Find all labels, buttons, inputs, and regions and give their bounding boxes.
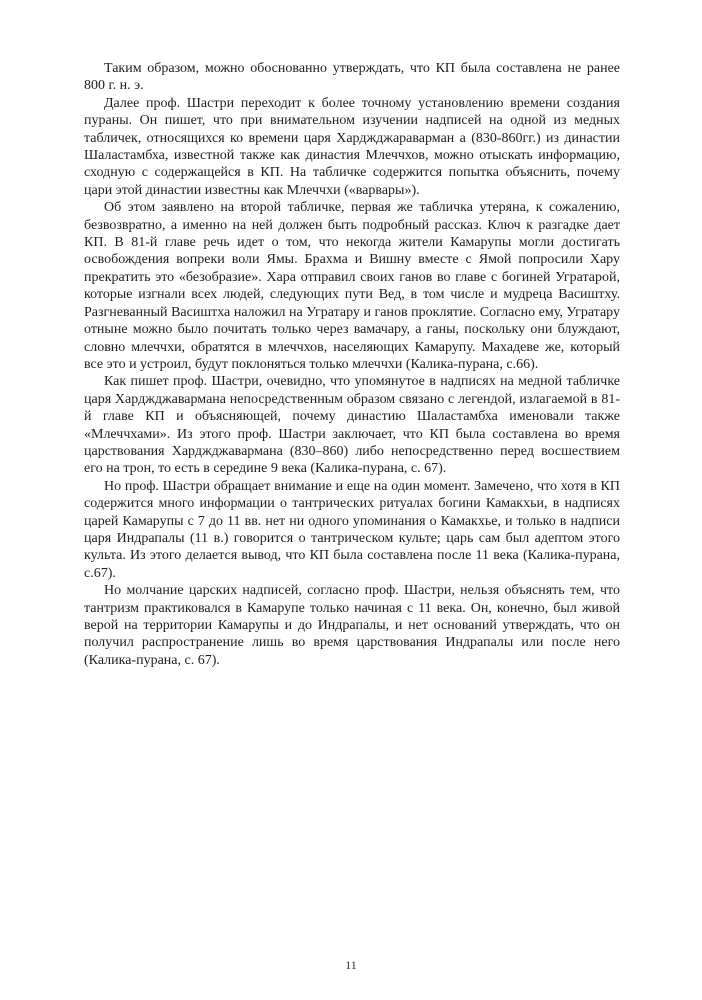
paragraph-5: Но проф. Шастри обращает внимание и еще на один момент. Замечено, что хотя в КП содержится много информации о тантрических ритуалах богини Камакхьи, в надписях царей Камарупы с 7 до 11 вв. нет ни одного упоминания о Камакхье, и только в надписи царя Индрапалы (11 в.) говорится о тантрическом культе; царь сам был адептом этого культа. Из этого делается вывод, что КП была составлена после 11 века (Калика-пурана, с.67).	[84, 478, 620, 581]
paragraph-3: Об этом заявлено на второй табличке, первая же табличка утеряна, к сожалению, безвозвратно, а именно на ней должен быть подробный рассказ. Ключ к разгадке дает КП. В 81-й главе речь идет о том, что некогда жители Камарупы могли достигать освобождения вопреки воли Ямы. Брахма и Вишну вместе с Ямой попросили Хару прекратить это «безобразие». Хара отправил своих ганов во главе с богиней Угратарой, которые изгнали всех людей, следующих пути Вед, в том числе и мудреца Васиштху. Разгневанный Васиштха наложил на Угратару и ганов проклятие. Согласно ему, Угратару отныне можно было почитать только через вамачару, а ганы, поскольку они блуждают, словно млеччхи, обратятся в млеччхов, населяющих Камарупу. Махадеве же, который все это и устроил, будут поклоняться только млеччхи (Калика-пурана, с.66).	[84, 200, 620, 372]
paragraph-6: Но молчание царских надписей, согласно проф. Шастри, нельзя объяснять тем, что тантризм практиковался в Камарупе только начиная с 11 века. Он, конечно, был живой верой на территории Камарупы и до Индрапалы, и нет оснований утверждать, что он получил распространение лишь во время царствования Индрапалы или после него (Калика-пурана, с. 67).	[84, 583, 620, 668]
page-number: 11	[345, 958, 357, 972]
main-text	[84, 60, 620, 669]
paragraph-1: Таким образом, можно обоснованно утверждать, что КП была составлена не ранее 800 г. н. э.	[84, 61, 620, 94]
paragraph-4: Как пишет проф. Шастри, очевидно, что упомянутое в надписях на медной табличке царя Харджджавармана непосредственным образом связано с легендой, излагаемой в 81-й главе КП и объясняющей, почему династию Шаластамбха именовали также «Млеччхами». Из этого проф. Шастри заключает, что КП была составлена во время царствования Харджджавармана (830–860) либо непосредственно перед восшествием его на трон, то есть в середине 9 века (Калика-пурана, с. 67).	[84, 374, 620, 477]
paragraph-2: Далее проф. Шастри переходит к более точному установлению времени создания пураны. Он пишет, что при внимательном изучении надписей на одной из медных табличек, относящихся ко времени царя Харджджараварман а (830-860гг.) из династии Шаластамбха, известной также как династия Млеччхов, можно отыскать информацию, сходную с содержащейся в КП. На табличке содержится попытка объяснить, почему цари этой династии известны как Млеччхи («варвары»).	[84, 95, 620, 198]
